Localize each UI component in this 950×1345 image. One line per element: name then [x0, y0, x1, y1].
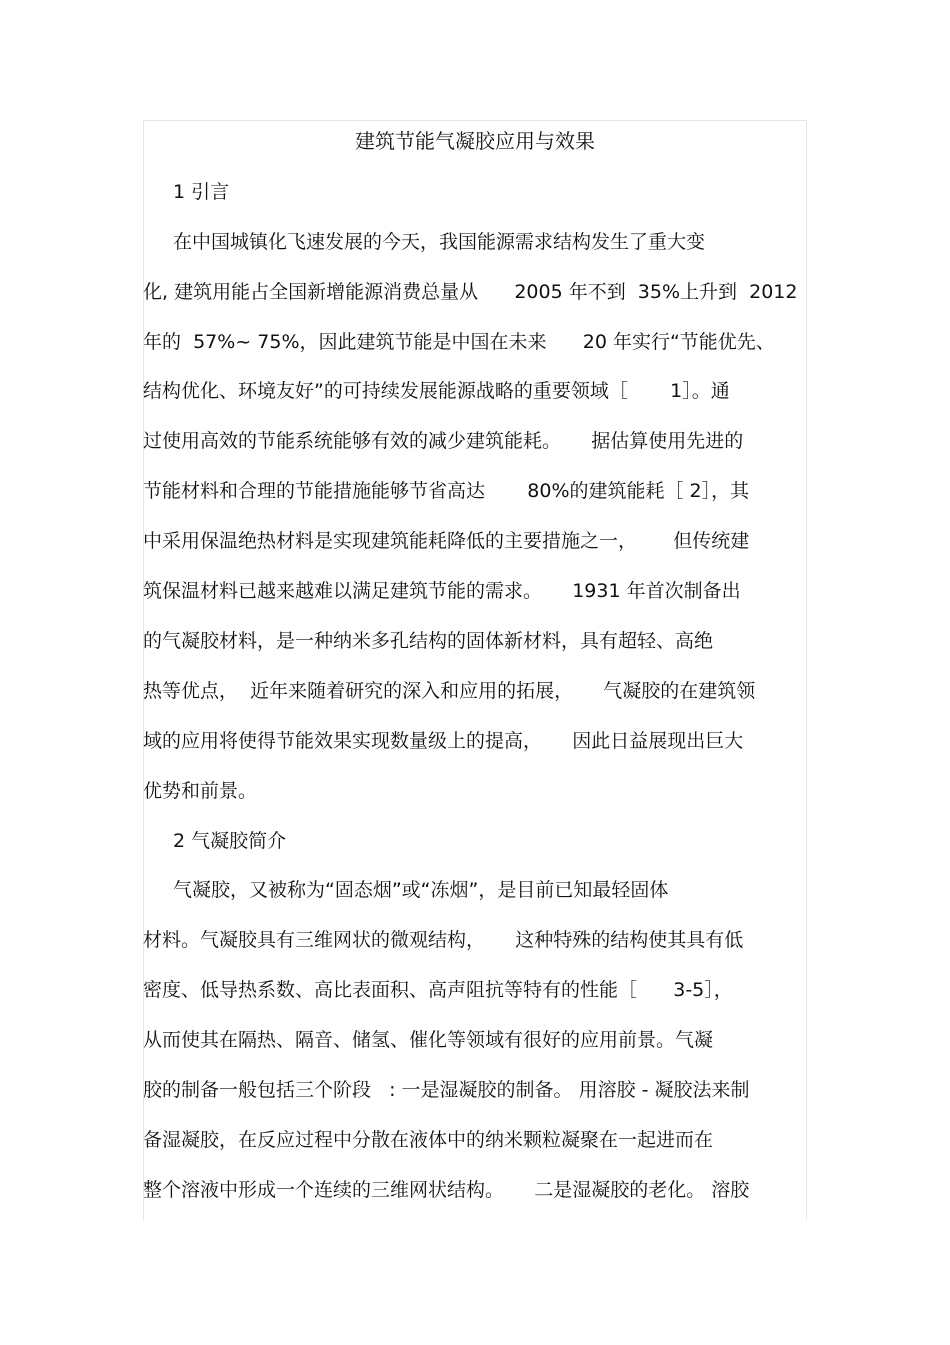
paragraph-line: 优势和前景。 [143, 780, 258, 802]
paragraph-line: 筑保温材料已越来越难以满足建筑节能的需求。 1931 年首次制备出 [143, 580, 741, 602]
paragraph-line: 的气凝胶材料，是一种纳米多孔结构的固体新材料，具有超轻、高绝 [143, 630, 714, 652]
paragraph-line: 胶的制备一般包括三个阶段 : 一是湿凝胶的制备。 用溶胶 - 凝胶法来制 [143, 1079, 750, 1101]
paragraph-line: 备湿凝胶，在反应过程中分散在液体中的纳米颗粒凝聚在一起进而在 [143, 1129, 714, 1151]
paragraph-line: 在中国城镇化飞速发展的今天，我国能源需求结构发生了重大变 [173, 231, 706, 253]
paragraph-line: 结构优化、环境友好”的可持续发展能源战略的重要领域［ 1］。通 [143, 380, 730, 402]
document-title: 建筑节能气凝胶应用与效果 [355, 129, 595, 153]
paragraph-line: 年的 57%~ 75%，因此建筑节能是中国在未来 20 年实行“节能优先、 [143, 331, 775, 353]
paragraph-line: 过使用高效的节能系统能够有效的减少建筑能耗。 据估算使用先进的 [143, 430, 744, 452]
paragraph-line: 整个溶液中形成一个连续的三维网状结构。 二是湿凝胶的老化。 溶胶 [143, 1179, 750, 1201]
paragraph-line: 中采用保温绝热材料是实现建筑能耗降低的主要措施之一， 但传统建 [143, 530, 750, 552]
section-heading-aerogel-intro: 2 气凝胶简介 [173, 830, 287, 852]
paragraph-line: 化, 建筑用能占全国新增能源消费总量从 2005 年不到 35%上升到 2012 [143, 281, 798, 303]
section-heading-introduction: 1 引言 [173, 181, 230, 203]
paragraph-line: 热等优点， 近年来随着研究的深入和应用的拓展， 气凝胶的在建筑领 [143, 680, 756, 702]
paragraph-line: 节能材料和合理的节能措施能够节省高达 80%的建筑能耗［ 2］，其 [143, 480, 750, 502]
paragraph-line: 气凝胶，又被称为“固态烟”或“冻烟”，是目前已知最轻固体 [173, 879, 669, 901]
paragraph-line: 域的应用将使得节能效果实现数量级上的提高， 因此日益展现出巨大 [143, 730, 744, 752]
paragraph-line: 材料。气凝胶具有三维网状的微观结构， 这种特殊的结构使其具有低 [143, 929, 744, 951]
paragraph-line: 密度、低导热系数、高比表面积、高声阻抗等特有的性能［ 3-5］， [143, 979, 733, 1001]
paragraph-line: 从而使其在隔热、隔音、储氢、催化等领域有很好的应用前景。气凝 [143, 1029, 714, 1051]
